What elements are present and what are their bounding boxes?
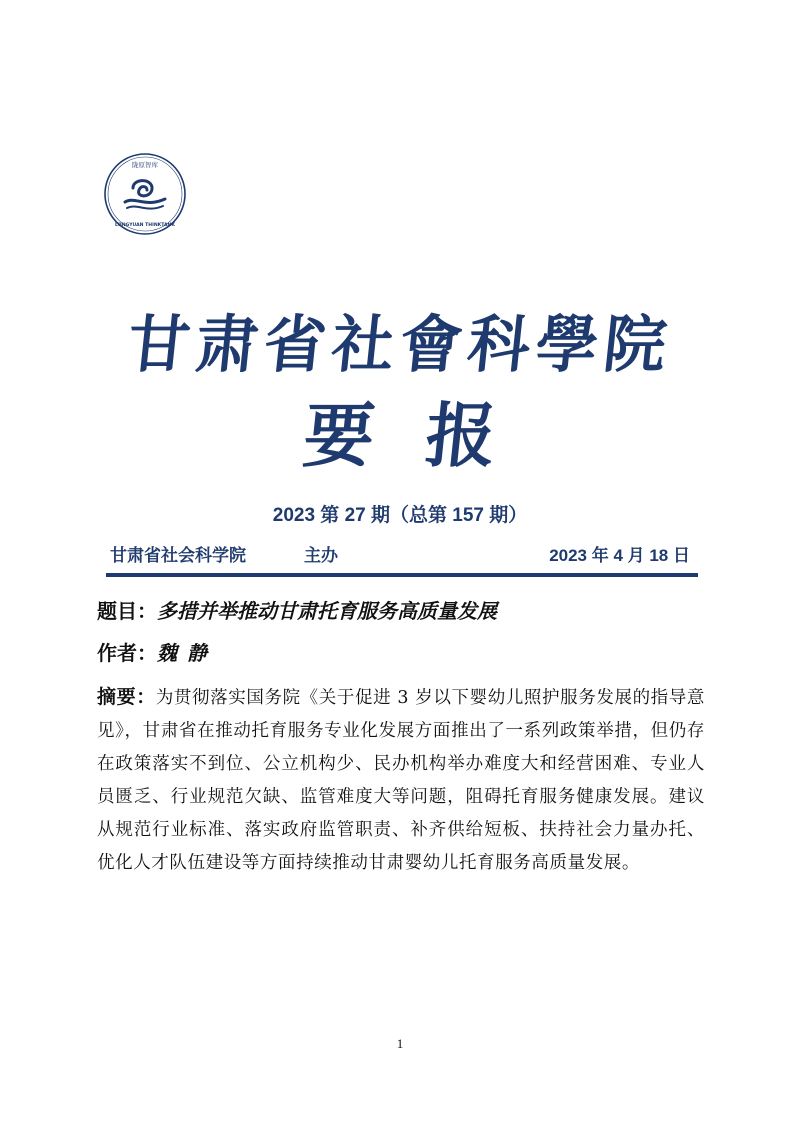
article-title: 多措并举推动甘肃托育服务高质量发展 [157,599,497,623]
publisher-line [106,542,696,570]
publisher-organization: 甘肃省社会科学院 [110,546,246,566]
abstract-label: 摘要： [97,686,156,708]
publish-date: 2023 年 4 月 18 日 [549,546,690,565]
masthead-title: 甘肃省社會科學院 [124,308,676,381]
page-number: 1 [396,1036,404,1051]
article-title-row [97,596,717,626]
author-label: 作者： [97,641,157,665]
logo-emblem-icon [103,152,187,236]
issue-number: 2023 第 27 期（总第 157 期） [272,505,528,526]
logo-top-text: 陇原智库 [132,161,158,169]
article-author: 魏静 [157,641,217,665]
masthead-subtitle: 要报 [299,394,553,477]
publisher-host-label: 主办 [304,546,338,566]
article-abstract [97,681,705,880]
longyuan-thinktank-logo [103,152,187,236]
title-label: 题目： [97,599,157,623]
article-author-row [97,638,717,668]
logo-bottom-text: LONGYUAN THINKTANK [115,223,175,228]
header-divider [106,573,698,577]
abstract-text: 为贯彻落实国务院《关于促进 3 岁以下婴幼儿照护服务发展的指导意见》，甘肃省在推动托育服务专业化发展方面推出了一系列政策举措，但仍存在政策落实不到位、公立机构少、民办机构举办难度大和经营困难、专业人员匮乏、行业规范欠缺、监管难度大等问题，阻碍托育服务健康发展。建议从规范行业标准、落实政府监管职责、补齐供给短板、扶持社会力量办托、优化人才队伍建设等方面持续推动甘肃婴幼儿托育服务高质量发展。 [97,688,705,873]
